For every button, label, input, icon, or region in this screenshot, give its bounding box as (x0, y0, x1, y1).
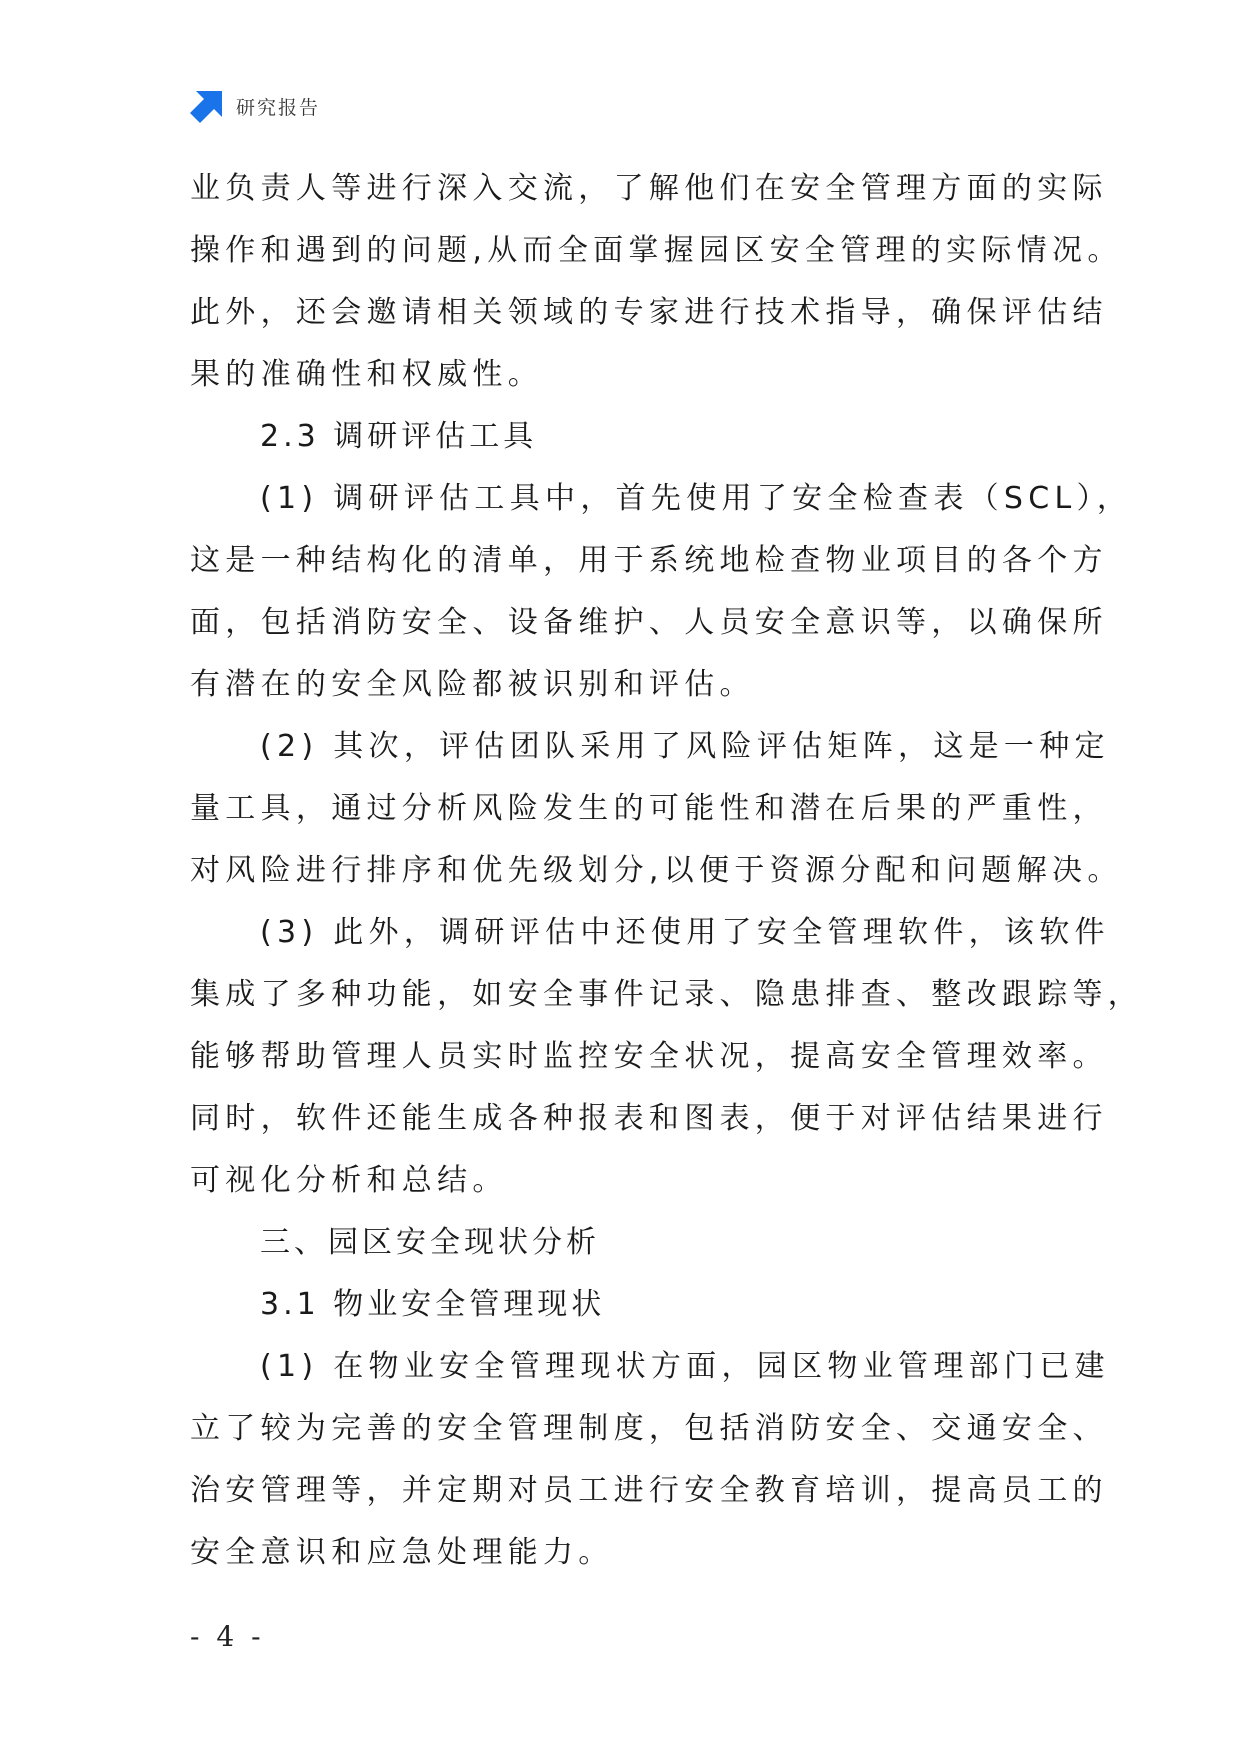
paragraph-line: 有潜在的安全风险都被识别和评估。 (190, 667, 755, 702)
section-heading-2-3: 2.3 调研评估工具 (260, 419, 538, 454)
paragraph-line: (1) 调研评估工具中，首先使用了安全检查表（SCL）， (260, 481, 1133, 516)
document-body (190, 158, 1144, 1584)
paragraph-line: 果的准确性和权威性。 (190, 357, 543, 392)
paragraph-line: 立了较为完善的安全管理制度，包括消防安全、交通安全、 (190, 1411, 1108, 1446)
page-number: - 4 - (190, 1620, 265, 1653)
paragraph-line: 能够帮助管理人员实时监控安全状况，提高安全管理效率。 (190, 1039, 1108, 1074)
arrow-logo-icon (190, 89, 224, 123)
paragraph-line: 业负责人等进行深入交流，了解他们在安全管理方面的实际 (190, 171, 1108, 206)
chapter-heading-3: 三、园区安全现状分析 (260, 1225, 600, 1260)
paragraph-line: 对风险进行排序和优先级划分,以便于资源分配和问题解决。 (190, 853, 1123, 888)
paragraph-line: 此外，还会邀请相关领域的专家进行技术指导，确保评估结 (190, 295, 1108, 330)
page-header (190, 88, 320, 124)
paragraph-line: 同时，软件还能生成各种报表和图表，便于对评估结果进行 (190, 1101, 1108, 1136)
header-title: 研究报告 (236, 96, 321, 119)
paragraph-line: 操作和遇到的问题,从而全面掌握园区安全管理的实际情况。 (190, 233, 1123, 268)
paragraph-line: 量工具，通过分析风险发生的可能性和潜在后果的严重性， (190, 791, 1108, 826)
paragraph-line: 安全意识和应急处理能力。 (190, 1535, 614, 1570)
paragraph-line: (2) 其次，评估团队采用了风险评估矩阵，这是一种定 (260, 729, 1110, 764)
paragraph-line: 这是一种结构化的清单，用于系统地检查物业项目的各个方 (190, 543, 1108, 578)
paragraph-line: 可视化分析和总结。 (190, 1163, 508, 1198)
paragraph-line: 集成了多种功能，如安全事件记录、隐患排查、整改跟踪等， (190, 977, 1144, 1012)
paragraph-line: 治安管理等，并定期对员工进行安全教育培训，提高员工的 (190, 1473, 1108, 1508)
section-heading-3-1: 3.1 物业安全管理现状 (260, 1287, 606, 1322)
paragraph-line: (3) 此外，调研评估中还使用了安全管理软件，该软件 (260, 915, 1110, 950)
paragraph-line: (1) 在物业安全管理现状方面，园区物业管理部门已建 (260, 1349, 1110, 1384)
paragraph-line: 面，包括消防安全、设备维护、人员安全意识等，以确保所 (190, 605, 1108, 640)
